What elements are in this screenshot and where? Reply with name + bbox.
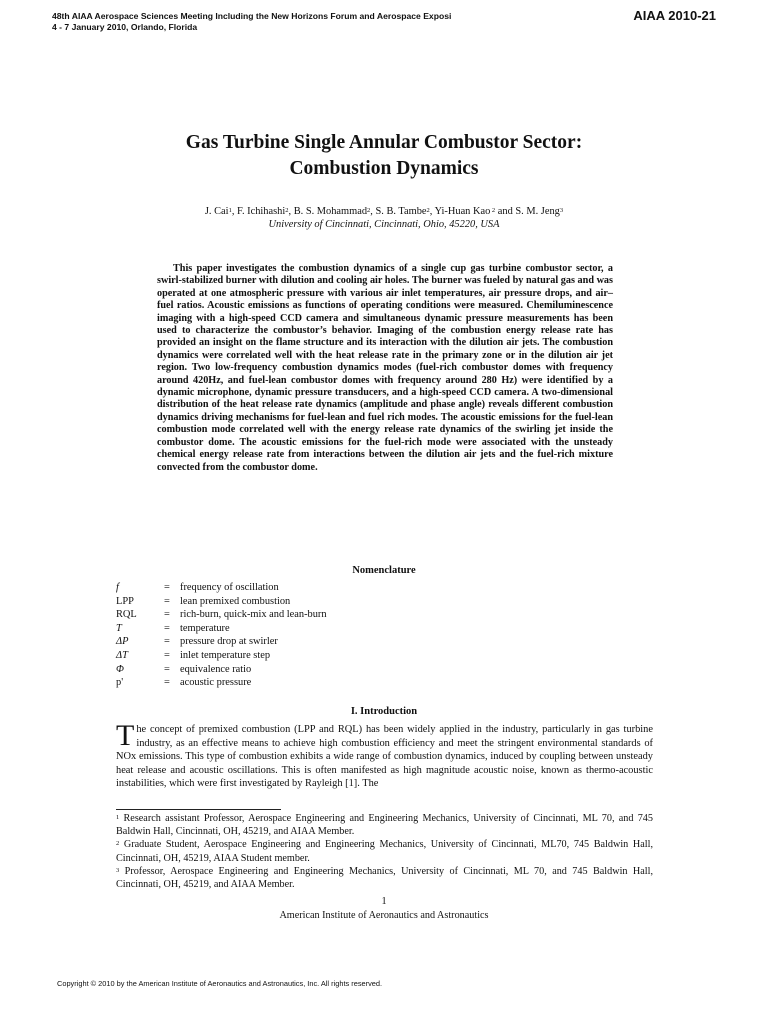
author-affiliation-mark: 2 — [285, 207, 289, 214]
nomenclature-definition: pressure drop at swirler — [180, 636, 278, 648]
title-line1: Gas Turbine Single Annular Combustor Sector: — [185, 132, 583, 153]
conference-header-line1: 48th AIAA Aerospace Sciences Meeting Including the New Horizons Forum and Aerospace Exposi — [52, 11, 452, 21]
conference-header — [52, 11, 572, 32]
nomenclature-definition: temperature — [180, 622, 230, 634]
nomenclature-row — [116, 635, 327, 649]
nomenclature-row — [116, 663, 327, 677]
copyright-notice: Copyright © 2010 by the American Institute of Aeronautics and Astronautics, Inc. All rights reserved. — [57, 979, 383, 988]
nomenclature-symbol: Φ — [116, 663, 124, 675]
conference-header-line2: 4 - 7 January 2010, Orlando, Florida — [52, 21, 198, 32]
nomenclature-heading: Nomenclature — [352, 565, 416, 576]
footnote — [116, 865, 653, 891]
nomenclature-symbol: T — [116, 622, 122, 634]
nomenclature-equals: = — [164, 622, 170, 634]
footnote-divider — [116, 809, 281, 810]
nomenclature-definition: acoustic pressure — [180, 677, 252, 689]
nomenclature-row — [116, 649, 327, 663]
nomenclature-equals: = — [164, 649, 170, 661]
footnote — [116, 838, 653, 864]
author-affiliation-mark: 2 — [367, 207, 371, 214]
author-separator: and — [495, 206, 516, 217]
author-name: B. S. Mohammad — [293, 206, 368, 217]
nomenclature-definition: lean premixed combustion — [180, 595, 291, 607]
footnotes — [116, 812, 653, 891]
author-name: S. B. Tambe — [375, 206, 427, 217]
author-name: J. Cai — [204, 206, 229, 217]
author-affiliation-mark: 2 — [426, 207, 430, 214]
introduction-paragraph — [116, 719, 653, 791]
author-list — [0, 205, 768, 218]
abstract: This paper investigates the combustion dynamics of a single cup gas turbine combustor sector, a swirl-stabilized burner with dilution and cooling air holes. The burner was fueled by natural gas and was operated at one atmospheric pressure with various air inlet temperatures, air pressure drops, and air–fuel ratios. Acoustic emissions as functions of operating conditions were measured. Chemiluminescence imaging with a high-speed CCD camera and simultaneous dynamic pressure measurements has been used to characterize the combustor’s behavior. Imaging of the combustion energy release rate has provided an insight on the flame structure and its interaction with the dilution air jets. The combustion dynamics were correlated well with the heat release rate in the primary zone or in the dilution air jet region. Two low-frequency combustion dynamics modes (fuel-rich combustor domes with frequency around 420Hz, and fuel-lean combustor domes with frequency around 280 Hz) were identified by a dynamic microphone, dynamic pressure transducers, and a high-speed CCD camera. A two-dimensional distribution of the heat release rate dynamics (amplitude and phase angle) reveals different combustion dynamics driving mechanisms for fuel-lean and fuel rich modes. The acoustic emissions for the fuel-lean combustion mode correlated well with the energy release rate dynamics of the swirling jet inside the combustor dome. The acoustic emissions for the fuel-rich mode were associated with the unsteady chemical energy release rate from interactions between the dilution air jets and the fuel-rich mixture convected from the combustor dome. — [157, 263, 613, 473]
author-name: Yi-Huan Kao — [434, 206, 491, 217]
nomenclature-row — [116, 581, 327, 595]
nomenclature-symbol: LPP — [116, 595, 134, 607]
section-heading-introduction: I. Introduction — [350, 706, 418, 717]
paper-title — [0, 130, 768, 182]
nomenclature-definition: rich-burn, quick-mix and lean-burn — [180, 609, 327, 621]
nomenclature-row — [116, 608, 327, 622]
nomenclature-symbol: p' — [116, 677, 124, 689]
author-affiliation-mark: 2 — [490, 207, 496, 214]
nomenclature-row — [116, 595, 327, 609]
nomenclature-equals: = — [164, 595, 170, 607]
institute-footer: American Institute of Aeronautics and Astronautics — [279, 910, 489, 921]
author-block — [0, 205, 768, 231]
author-separator: , — [370, 206, 376, 217]
title-line2: Combustion Dynamics — [289, 158, 479, 179]
nomenclature-definition: inlet temperature step — [180, 649, 271, 661]
nomenclature-equals: = — [164, 677, 170, 689]
author-affiliation-mark: 1 — [228, 207, 232, 214]
nomenclature-equals: = — [164, 663, 170, 675]
footnote-text: Research assistant Professor, Aerospace Engineering and Engineering Mechanics, University of Cincinnati, ML 70, and 745 Baldwin Hall, Cincinnati, OH, 45219, and AIAA Member. — [116, 813, 653, 838]
author-affiliation: University of Cincinnati, Cincinnati, Ohio, 45220, USA — [268, 219, 500, 230]
author-name: S. M. Jeng — [515, 206, 560, 217]
author-separator: , — [231, 206, 238, 217]
nomenclature-equals: = — [164, 582, 170, 593]
nomenclature-definition: frequency of oscillation — [180, 582, 279, 593]
footnote-number: 1 — [116, 814, 120, 821]
author-separator: , — [288, 206, 294, 217]
nomenclature-equals: = — [164, 636, 170, 648]
nomenclature-symbol: f — [116, 582, 119, 593]
nomenclature-definition: equivalence ratio — [180, 663, 252, 675]
drop-cap: T — [116, 719, 135, 752]
nomenclature-row — [116, 676, 327, 690]
introduction-text: he concept of premixed combustion (LPP and RQL) has been widely applied in the industry, particularly in gas turbine industry, as an effective means to achieve high combustion efficiency and meet the stringent environmental standards of NOx emissions. This type of combustion exhibits a wide range of combustion dynamics, induced by coupling between unsteady heat release and acoustic oscillations. This is often manifested as high magnitude acoustic noise, known as thermo-acoustic instabilities, which were first investigated by Rayleigh [1]. The — [116, 724, 653, 790]
footnote-text: Professor, Aerospace Engineering and Engineering Mechanics, University of Cincinnati, ML 70, and 745 Baldwin Hall, Cincinnati, OH, 45219, and AIAA Member. — [116, 865, 653, 891]
nomenclature-row — [116, 622, 327, 636]
footnote-text: Graduate Student, Aerospace Engineering and Engineering Mechanics, University of Cincinnati, ML70, 745 Baldwin Hall, Cincinnati, OH, 45219, AIAA Student member. — [116, 839, 653, 864]
nomenclature-equals: = — [164, 609, 170, 621]
author-separator: , — [429, 206, 435, 217]
footnote-number: 2 — [116, 840, 120, 848]
nomenclature-symbol: ΔT — [116, 649, 128, 661]
nomenclature-symbol: RQL — [116, 609, 137, 621]
report-number: AIAA 2010-21 — [633, 8, 716, 23]
nomenclature-symbol: ΔP — [116, 636, 129, 648]
author-affiliation-mark: 3 — [559, 207, 564, 214]
nomenclature-list — [116, 581, 327, 690]
author-name: F. Ichihashi — [237, 206, 286, 217]
footnote-number: 3 — [116, 866, 120, 874]
page-number: 1 — [381, 896, 387, 907]
footnote — [116, 812, 653, 838]
